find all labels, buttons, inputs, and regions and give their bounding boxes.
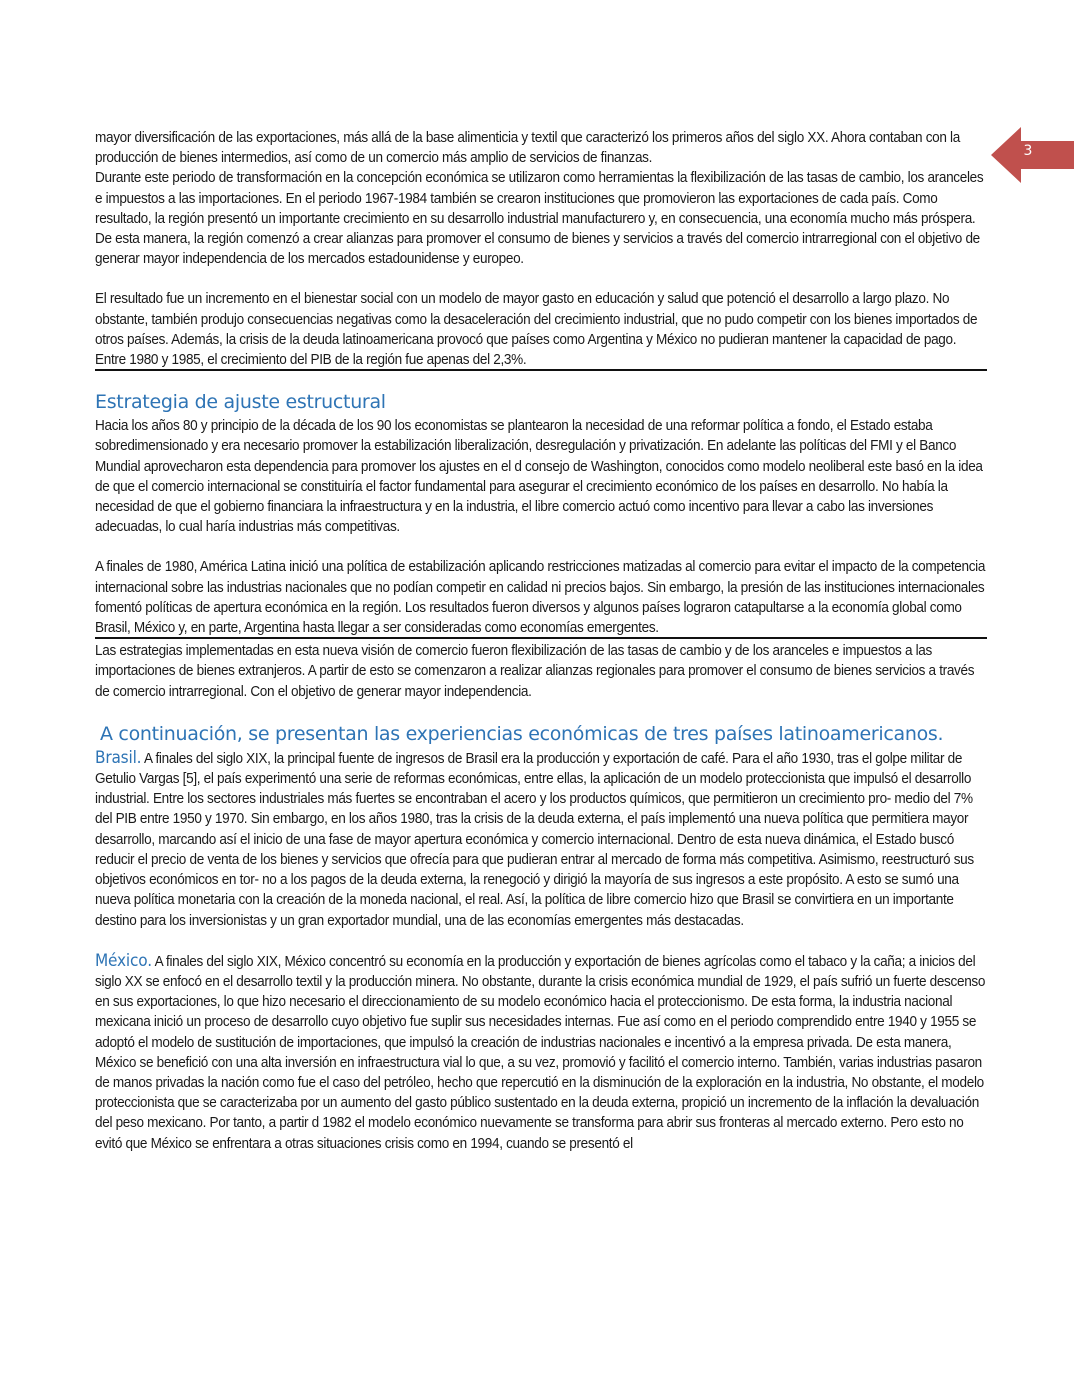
mexico-paragraph	[95, 951, 988, 1154]
ajuste-paragraph-3: Las estrategias implementadas en esta nueva visión de comercio fueron flexibilización de las tasas de cambio y de los aranceles e impuestos a las importaciones de bienes extranjeros. A partir de esto se comenzaron a realizar alianzas regionales para promover el consumo de bienes servicios a través de comercio intrarregional. Con el objetivo de generar mayor independencia.	[95, 643, 975, 700]
section-heading-ajuste: Estrategia de ajuste estructural	[95, 391, 386, 414]
intro-paragraph-1: mayor diversificación de las exportaciones, más allá de la base alimenticia y textil que caracterizó los primeros años del siglo XX. Ahora contaban con la producción de bienes intermedios, así como de un comercio más amplio de servicios de finanzas.	[95, 130, 960, 167]
ajuste-paragraph-2: A finales de 1980, América Latina inició una política de estabilización aplicando restricciones matizadas al comercio para evitar el impacto de la competencia internacional sobre las industrias nacionales que no podían competir en calidad ni precios bajos. Sin embargo, la presión de las instituciones internacionales fomentó políticas de apertura económica en la región. Los resultados fueron diversos y algunos países lograron catapultarse a la economía global como Brasil, México y, en parte, Argentina hasta llegar a ser consideradas como economías emergentes.	[95, 559, 986, 637]
ajuste-paragraph-1: Hacia los años 80 y principio de la década de los 90 los economistas se plantearon la necesidad de una reformar política a fondo, el Estado estaba sobredimensionado y era necesario promover la estabilización liberalización, desregulación y privatización. En adelante las políticas del FMI y el Banco Mundial aprovecharon esta dependencia para promover los ajustes en el d consejo de Washington, conocidos como modelo neoliberal este basó en la idea de que el comercio internacional se constituiría el factor fundamental para asegurar el crecimiento económico de los países en desarrollo. No había la necesidad de que el gobierno financiara la infraestructura y en la industria, el libre comercio actuó como incentivo para llevar a cabo las inversiones adecuadas, lo cual haría industrias más competitivas.	[95, 418, 983, 536]
intro-paragraph-2: Durante este periodo de transformación en la concepción económica se utilizaron como herramientas la flexibilización de las tasas de cambio, los aranceles e impuestos a las importaciones. En el periodo 1967-1984 también se crearon instituciones que promovieron las exportaciones de cada país. Como resultado, la región presentó un importante crecimiento en su desarrollo industrial manufacturero y, en consecuencia, una economía mucho más próspera. De esta manera, la región comenzó a crear alianzas para promover el consumo de bienes y servicios a través del comercio intrarregional con el objetivo de generar mayor independencia de los mercados estadounidense y europeo.	[95, 170, 984, 268]
mexico-label: México.	[95, 950, 152, 970]
brasil-paragraph	[95, 748, 988, 931]
mexico-text: A finales del siglo XIX, México concentró su economía en la producción y exportación de bienes agrícolas como el tabaco y la caña; a inicios del siglo XX se enfocó en el desarrollo textil y la producción minera. No obstante, durante la crisis económica mundial de 1929, el país sufrió un fuerte descenso en sus exportaciones, lo que hizo necesario el direccionamiento de su modelo económico hacia el proteccionismo. De esta forma, la industria nacional mexicana inició un proceso de desarrollo cuyo objetivo fue suplir sus necesidades internas. Fue así como en el periodo comprendido entre 1940 y 1955 se adoptó el modelo de sustitución de importaciones, que impulsó la creación de industrias nacionales e incentivó a la empresa privada. De esta manera, México se benefició con una alta inversión en infraestructura vial lo que, a su vez, promovió y facilitó el comercio interno. También, varias industrias pasaron de manos privadas la nación como fue el caso del petróleo, hecho que repercutió en la disminución de la exploración en la industria, No obstante, el modelo proteccionista que se caracterizaba por un aumento del gasto público sustentado en la deuda externa, propició un incremento de la inflación la devaluación del peso mexicano. Por tanto, a partir d 1982 el modelo económico nuevamente se transforma para abrir sus fronteras al mercado externo. Pero esto no evitó que México se enfrentara a otras situaciones crisis como en 1994, cuando se presentó el	[95, 953, 986, 1152]
document-page	[95, 128, 987, 1154]
intro-paragraph-3: El resultado fue un incremento en el bienestar social con un modelo de mayor gasto en educación y salud que potenció el desarrollo a largo plazo. No obstante, también produjo consecuencias negativas como la desaceleración del crecimiento industrial, que no pudo competir con los bienes importados de otros países. Además, la crisis de la deuda latinoamericana provocó que países como Argentina y México no pudieran mantener la capacidad de pago. Entre 1980 y 1985, el crecimiento del PIB de la región fue apenas del 2,3%.	[95, 291, 978, 369]
brasil-text: A finales del siglo XIX, la principal fuente de ingresos de Brasil era la producción y exportación de café. Para el año 1930, tras el golpe militar de Getulio Vargas [5], el país experimentó una serie de reformas económicas, entre ellas, la aplicación de un modelo proteccionista que impulsó el desarrollo industrial. Entre los sectores industriales más fuertes se encontraban el acero y los productos químicos, que permitieron un crecimiento pro- medio del 7% del PIB entre 1950 y 1970. Sin embargo, en los años 1980, tras la crisis de la deuda externa, el país implementó una nueva política que permitiera mayor desarrollo, marcando así el inicio de una fase de mayor apertura económica y comercio internacional. Dentro de esta nueva dinámica, el Estado buscó reducir el precio de venta de los bienes y servicios que ofrecía para que pudieran entrar al mercado de forma más competitiva. Asimismo, reestructuró sus objetivos económicos en tor- no a los pagos de la deuda externa, la renegoció y dirigió la mayoría de sus ingresos a este propósito. A esto se sumó una nueva política monetaria con la creación de la moneda nacional, el real. Así, la política de libre comercio hizo que Brasil se convirtiera en un importante destino para los inversionistas y un gran exportador mundial, una de las economías emergentes más destacadas.	[95, 750, 974, 929]
page-number: 3	[1023, 143, 1033, 159]
paises-section	[95, 748, 988, 1154]
brasil-label: Brasil.	[95, 747, 142, 767]
page-number-badge	[991, 127, 1075, 183]
intro-section	[95, 128, 988, 370]
section-heading-paises: A continuación, se presentan las experiencias económicas de tres países latinoamericanos.	[100, 722, 944, 745]
ajuste-section	[95, 416, 988, 638]
ajuste-section-continued	[95, 641, 988, 702]
